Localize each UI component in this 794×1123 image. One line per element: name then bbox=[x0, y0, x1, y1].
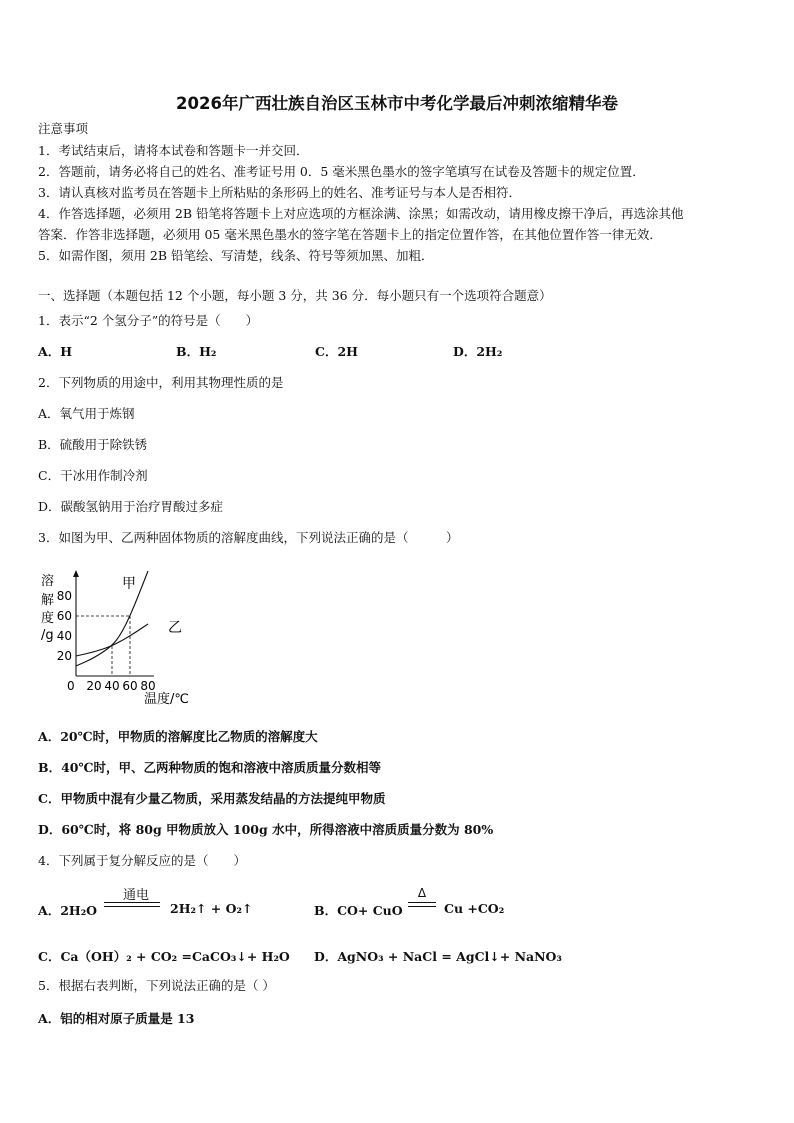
q2-option-b: B．硫酸用于除铁锈 bbox=[38, 437, 148, 452]
q5-stem: 5．根据右表判断，下列说法正确的是（ ） bbox=[38, 978, 275, 993]
q3-option-d: D．60℃时，将 80g 甲物质放入 100g 水中，所得溶液中溶质质量分数为 80% bbox=[38, 822, 494, 837]
q2-option-d: D．碳酸氢钠用于治疗胃酸过多症 bbox=[38, 499, 224, 514]
y-tick-label: 60 bbox=[56, 609, 72, 623]
notice-item-4: 4．作答选择题，必须用 2B 铅笔将答题卡上对应选项的方框涂满、涂黑；如需改动，请用橡皮擦干净后，再选涂其他 bbox=[38, 206, 684, 221]
q2-option-c: C．干冰用作制冷剂 bbox=[38, 468, 148, 483]
q2-stem: 2．下列物质的用途中，利用其物理性质的是 bbox=[38, 375, 284, 390]
q3-option-c: C．甲物质中混有少量乙物质，采用蒸发结晶的方法提纯甲物质 bbox=[38, 791, 386, 806]
y-axis-label-3: 度 bbox=[41, 611, 55, 626]
y-tick-label: 40 bbox=[56, 629, 72, 643]
q1-option-a: A．H bbox=[38, 344, 73, 359]
q5-option-a: A．铝的相对原子质量是 13 bbox=[38, 1011, 195, 1026]
notice-item-1: 1．考试结束后，请将本试卷和答题卡一并交回． bbox=[38, 143, 309, 158]
q1-option-b: B．H₂ bbox=[176, 344, 217, 359]
q4-stem: 4．下列属于复分解反应的是（ ） bbox=[38, 853, 246, 868]
q2-option-a: A．氧气用于炼钢 bbox=[38, 406, 135, 421]
q1-option-c: C．2H bbox=[315, 344, 358, 359]
q3-option-b: B．40℃时，甲、乙两种物质的饱和溶液中溶质质量分数相等 bbox=[38, 760, 381, 775]
section-heading: 一、选择题（本题包括 12 个小题，每小题 3 分，共 36 分．每小题只有一个选项符合题意） bbox=[38, 288, 552, 303]
series-label-yi: 乙 bbox=[168, 620, 182, 636]
y-tick-label: 20 bbox=[56, 649, 72, 663]
y-axis-label-1: 溶 bbox=[41, 574, 55, 589]
q4-option-b-condition: Δ bbox=[417, 886, 427, 900]
notice-item-3: 3．请认真核对监考员在答题卡上所粘贴的条形码上的姓名、准考证号与本人是否相符． bbox=[38, 185, 521, 200]
notice-item-5: 5．如需作图，须用 2B 铅笔绘、写清楚，线条、符号等须加黑、加粗． bbox=[38, 248, 434, 263]
x-tick-label: 20 bbox=[86, 679, 102, 693]
q4-option-b-equals-bottom bbox=[408, 906, 436, 907]
x-tick-label: 60 bbox=[122, 679, 138, 693]
q4-option-b-reactant: B．CO+ CuO bbox=[314, 903, 403, 918]
notice-item-2: 2．答题前，请务必将自己的姓名、准考证号用 0．5 毫米黑色墨水的签字笔填写在试卷及答题卡的规定位置． bbox=[38, 164, 645, 179]
series-label-jia: 甲 bbox=[122, 576, 136, 592]
q4-option-c: C．Ca（OH）₂ + CO₂ =CaCO₃↓+ H₂O bbox=[38, 949, 290, 964]
q4-option-a-equals-top bbox=[104, 902, 160, 903]
y-axis-label-2: 解 bbox=[41, 593, 55, 608]
x-tick-label: 40 bbox=[104, 679, 120, 693]
solubility-chart bbox=[36, 568, 216, 708]
notice-item-4-cont: 答案．作答非选择题，必须用 05 毫米黑色墨水的签字笔在答题卡上的指定位置作答，在其他位置作答一律无效． bbox=[38, 227, 662, 242]
q4-option-a-equals-bottom bbox=[104, 906, 160, 907]
q1-stem: 1．表示“2 个氢分子”的符号是（ ） bbox=[38, 313, 259, 328]
y-axis-arrow bbox=[73, 570, 79, 577]
y-axis-label-4: /g bbox=[41, 628, 54, 643]
q4-option-a-condition: 通电 bbox=[122, 888, 149, 903]
q3-stem: 3．如图为甲、乙两种固体物质的溶解度曲线，下列说法正确的是（ ） bbox=[38, 530, 459, 545]
q4-option-a-reactant: A．2H₂O bbox=[38, 903, 98, 918]
notice-heading: 注意事项 bbox=[38, 121, 89, 136]
y-tick-label: 80 bbox=[56, 589, 72, 603]
x-tick-label: 0 bbox=[67, 679, 75, 693]
q4-option-b-equals-top bbox=[408, 902, 436, 903]
q4-option-d: D．AgNO₃ + NaCl = AgCl↓+ NaNO₃ bbox=[314, 949, 562, 964]
q4-option-b-product: Cu +CO₂ bbox=[444, 901, 505, 916]
page-title: 2026年广西壮族自治区玉林市中考化学最后冲刺浓缩精华卷 bbox=[176, 94, 618, 113]
q4-option-a-product: 2H₂↑ + O₂↑ bbox=[170, 901, 253, 916]
q1-option-d: D．2H₂ bbox=[453, 344, 503, 359]
x-axis-label: 温度/℃ bbox=[144, 692, 189, 707]
x-tick-label: 80 bbox=[140, 679, 156, 693]
q3-option-a: A．20℃时，甲物质的溶解度比乙物质的溶解度大 bbox=[38, 729, 318, 744]
